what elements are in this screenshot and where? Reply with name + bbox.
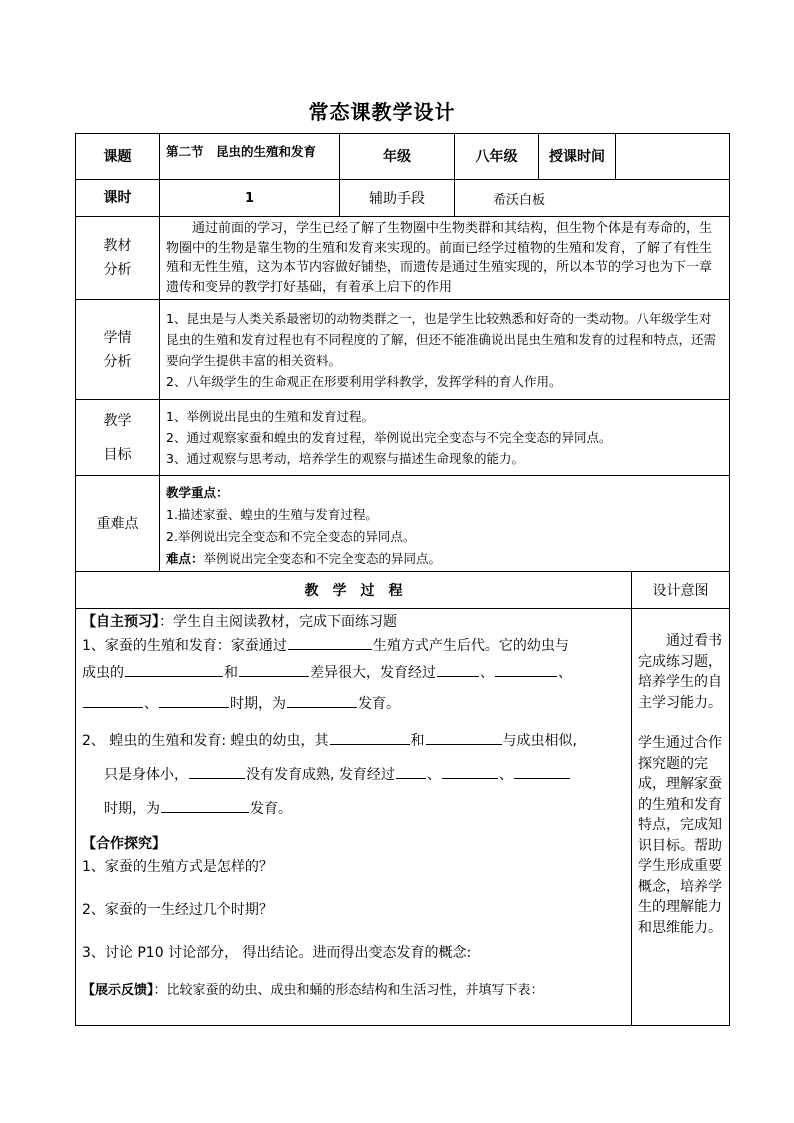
process-header-cell: [75, 571, 632, 609]
q1-text: 差异很大，发育经过: [310, 665, 436, 681]
textbook-label-2: 分析: [103, 262, 132, 278]
goals-text-cell: [159, 399, 730, 476]
grade-label: 年级: [383, 148, 411, 165]
q1-text: 发育。: [358, 696, 400, 712]
coop-question: 2、家蚕的一生经过几个时期？: [82, 902, 273, 918]
keypoints-label-cell: [75, 475, 160, 572]
q2-text: 只是身体小，: [104, 767, 188, 783]
keypoints-text-cell: [159, 475, 730, 572]
q2-text: 发育。: [250, 801, 292, 817]
preview-intro: ：学生自主阅读教材，完成下面练习题: [159, 614, 397, 630]
goal-item: 1、举例说出昆虫的生殖和发育过程。: [166, 409, 374, 424]
q2-text: 与成虫相似,: [502, 733, 577, 749]
design-intent-2: 学生通过合作探究题的完成，理解家蚕的生殖和发育特点，完成知识目标。帮助学生形成重要概念，培养学生的理解能力和思维能力。: [638, 735, 722, 936]
grade-value-cell: [454, 133, 539, 180]
answer-blank[interactable]: [514, 762, 570, 779]
answer-blank[interactable]: [83, 691, 143, 708]
aid-value-cell: [454, 179, 730, 217]
time-label: 授课时间: [549, 148, 605, 165]
period-label-cell: [75, 179, 160, 217]
textbook-text: 通过前面的学习，学生已经了解了生物圈中生物类群和其结构，但生物个体是有寿命的，生物圈中的生物是靠生物的生殖和发育来实现的。前面已经学过植物的生殖和发育，了解了有性生殖和无性生殖，这为本节内容做好铺垫，而遗传是通过生殖实现的，所以本节的学习也为下一章遗传和变异的教学打好基础，有着承上启下的作用: [166, 221, 713, 295]
design-header-cell: [631, 571, 730, 609]
q1-text: 1、家蚕的生殖和发育：家蚕通过: [82, 638, 287, 654]
difficulty-title: 难点：: [166, 551, 204, 566]
goal-item: 3、通过观察与思考动，培养学生的观察与描述生命现象的能力。: [166, 451, 524, 466]
textbook-label-1: 教材: [103, 238, 132, 254]
preview-title: 【自主预习】: [82, 614, 159, 630]
process-header: 教 学 过 程: [304, 583, 403, 599]
q2-text: 、: [426, 767, 441, 783]
topic-label: 课题: [103, 148, 132, 165]
topic-label-cell: [75, 133, 160, 180]
aid-label: 辅助手段: [369, 191, 425, 207]
students-line-2: 2、八年级学生的生命观正在形要利用学科教学，发挥学科的育人作用。: [166, 374, 562, 389]
focus-item: 1.描述家蚕、蝗虫的生殖与发育过程。: [166, 507, 378, 522]
q1-text: 生殖方式产生后代。它的幼虫与: [372, 638, 569, 654]
answer-blank[interactable]: [159, 691, 229, 708]
topic-value: 第二节 昆虫的生殖和发育: [166, 144, 317, 159]
keypoints-label: 重难点: [96, 515, 139, 532]
question-2-line-3: [82, 792, 625, 826]
answer-blank[interactable]: [330, 728, 410, 745]
topic-value-cell: [159, 133, 340, 180]
answer-blank[interactable]: [437, 660, 479, 677]
q2-period-text: 时期，为: [104, 801, 160, 817]
aid-value: 希沃白板: [493, 192, 546, 208]
question-2-line-2: [82, 758, 625, 792]
answer-blank[interactable]: [239, 660, 309, 677]
period-value-cell: [159, 179, 340, 217]
students-label-2: 分析: [103, 353, 132, 370]
q1-text: 成虫的: [82, 665, 124, 681]
process-content-cell: [75, 608, 632, 1026]
show-title: 【展示反馈】: [82, 983, 154, 998]
focus-item: 2.举例说出完全变态和不完全变态的异同点。: [166, 529, 416, 544]
design-intent-cell: [631, 608, 730, 1026]
grade-value: 八年级: [475, 148, 518, 165]
answer-blank[interactable]: [189, 762, 245, 779]
textbook-label-cell: [75, 216, 160, 300]
q1-text: 、: [144, 696, 158, 712]
students-line-1: 1、昆虫是与人类关系最密切的动物类群之一，也是学生比较熟悉和好奇的一类动物。八年级学生对昆虫的生殖和发育过程也有不同程度的了解，但还不能准确说出昆虫生殖和发育的过程和特点，还需要向学生提供丰富的相关资料。: [166, 311, 717, 368]
goals-label-2: 目标: [103, 446, 132, 463]
preview-line: [82, 611, 625, 633]
q2-text: 、: [498, 767, 513, 783]
show-line: [82, 980, 625, 1002]
design-intent-1: 通过看书完成练习题，培养学生的自主学习能力。: [638, 633, 722, 711]
coop-question: 3、讨论 P10 讨论部分， 得出结论。进而得出变态发育的概念:: [82, 945, 472, 961]
difficulty-text: 举例说出完全变态和不完全变态的异同点。: [203, 551, 442, 566]
textbook-text-cell: [159, 216, 730, 300]
answer-blank[interactable]: [125, 660, 223, 677]
coop-question: 1、家蚕的生殖方式是怎样的？: [82, 859, 273, 875]
q1-text: 、: [480, 665, 494, 681]
students-text-cell: [159, 299, 730, 400]
aid-label-cell: [339, 179, 455, 217]
period-label: 课时: [103, 190, 132, 206]
students-label-1: 学情: [103, 329, 132, 346]
goals-label-cell: [75, 399, 160, 476]
show-text: ：比较家蚕的幼虫、成虫和蛹的形态结构和生活习性，并填写下表：: [153, 983, 544, 998]
q1-text: 和: [224, 665, 238, 681]
answer-blank[interactable]: [495, 660, 557, 677]
question-1-line-2: [82, 658, 625, 689]
students-label-cell: [75, 299, 160, 400]
focus-title: 教学重点：: [166, 485, 229, 500]
question-1-line-1: [82, 633, 625, 658]
design-header: 设计意图: [652, 583, 709, 599]
question-2-line-1: [82, 724, 625, 758]
difficulty-line: [166, 548, 723, 570]
answer-blank[interactable]: [161, 796, 249, 813]
answer-blank[interactable]: [396, 762, 426, 779]
time-label-cell: [538, 133, 616, 180]
period-value: 1: [244, 190, 255, 206]
coop-title: 【合作探究】: [82, 836, 166, 852]
q2-text: 和: [410, 733, 425, 749]
answer-blank[interactable]: [288, 633, 372, 650]
time-value-cell: [615, 133, 730, 180]
q2-text: 没有发育成熟, 发育经过: [246, 767, 395, 783]
q2-text: 2、 蝗虫的生殖和发育: 蝗虫的幼虫，其: [82, 733, 329, 749]
grade-label-cell: [339, 133, 455, 180]
q1-text: 、: [558, 665, 572, 681]
page-title: 常态课教学设计: [308, 100, 456, 124]
answer-blank[interactable]: [287, 691, 357, 708]
q1-text: 时期，为: [230, 696, 286, 712]
goal-item: 2、通过观察家蚕和蝗虫的发育过程，举例说出完全变态与不完全变态的异同点。: [166, 430, 612, 445]
answer-blank[interactable]: [426, 728, 502, 745]
answer-blank[interactable]: [442, 762, 498, 779]
question-1-line-3: [82, 689, 625, 720]
goals-label-1: 教学: [103, 412, 132, 429]
